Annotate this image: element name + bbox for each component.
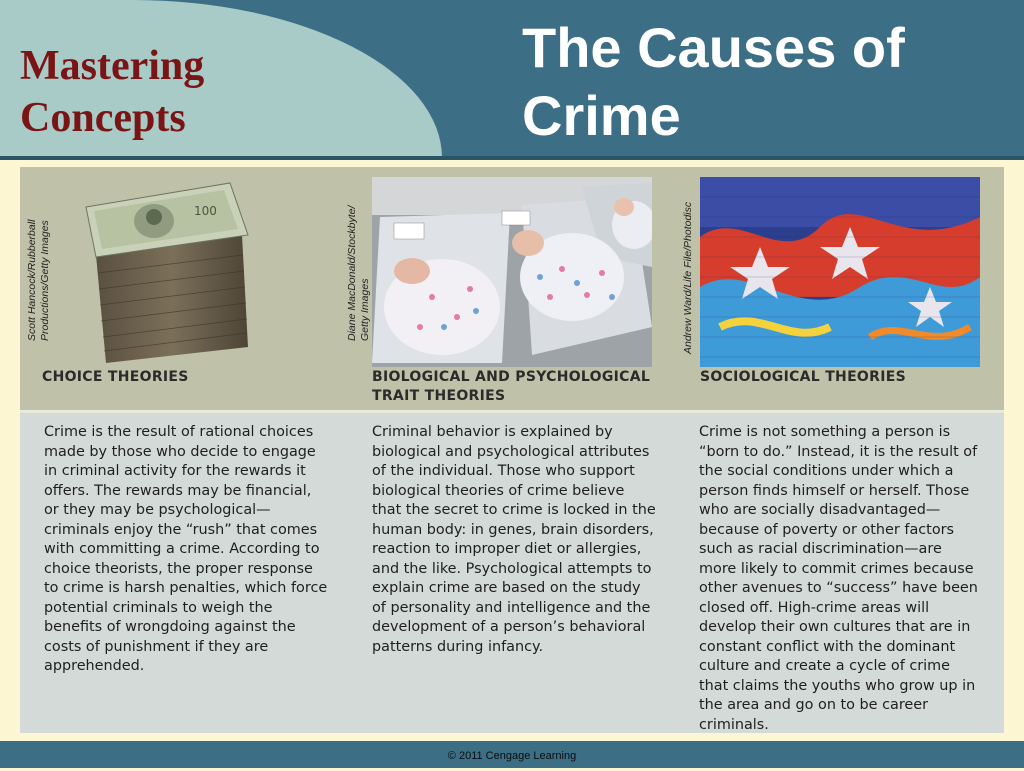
theory-label-line: CHOICE THEORIES <box>42 369 189 385</box>
header-divider <box>0 156 1024 160</box>
photo-credit-text: Andrew Ward/Life File/Photodisc <box>682 201 694 354</box>
sociological-theories-label <box>700 368 906 387</box>
slide-header <box>0 0 1024 160</box>
theory-label-line: TRAIT THEORIES <box>372 388 506 404</box>
svg-text:100: 100 <box>194 204 217 218</box>
descriptions-row <box>20 413 1004 733</box>
slide-footer <box>0 741 1024 768</box>
photo-credit <box>26 177 51 367</box>
biological-theories-label <box>372 368 650 406</box>
biological-theories-description: Criminal behavior is explained by biological and psychological attributes of the individual. Those who support biological theories of crime believe that the secret to crime is locked in the human body: in genes, brain disorders, reaction to improper diet or allergies, and the like. Psychological attempts to explain crime are based on the study of personality and intelligence and the development of a person’s behavioral patterns during infancy. <box>372 424 656 655</box>
money-stack-photo <box>82 177 252 367</box>
theory-label-line: SOCIOLOGICAL THEORIES <box>700 369 906 385</box>
slide-title: The Causes of Crime <box>522 16 905 147</box>
choice-theories-label <box>42 368 189 387</box>
photo-credit-text: Diane MacDonald/Stockbyte/ Getty Images <box>346 205 371 341</box>
photo-credit <box>682 177 696 367</box>
newborns-photo <box>372 177 652 367</box>
theories-panel <box>20 167 1004 733</box>
sociological-theories-description: Crime is not something a person is “born to do.” Instead, it is the result of the social conditions under which a person finds himself or herself. Those who are socially disadvantaged—because of poverty or other factors such as racial discrimination—are more likely to commit crimes because other avenues to “success” have been closed off. High-crime areas will develop their own cultures that are in constant conflict with the dominant culture and create a cycle of crime that claims the youths who grow up in the area and go on to be career criminals. <box>699 424 978 733</box>
copyright-notice: © 2011 Cengage Learning <box>447 750 577 762</box>
photo-credit <box>346 177 371 367</box>
graffiti-photo <box>700 177 980 367</box>
slide-subtitle: Mastering Concepts <box>20 43 205 141</box>
photo-row <box>20 167 1004 413</box>
theory-label-line: BIOLOGICAL AND PSYCHOLOGICAL <box>372 369 651 385</box>
choice-theories-description: Crime is the result of rational choices made by those who decide to engage in criminal activity for the rewards it offers. The rewards may be financial, or they may be psychological—criminals enjoy the “rush” that comes with committing a crime. According to choice theorists, the proper response to crime is harsh penalties, which force potential criminals to weigh the benefits of wrongdoing against the costs of punishment if they are apprehended. <box>44 424 328 674</box>
photo-credit-text: Scott Hancock/Rubberball Productions/Getty Images <box>26 219 51 341</box>
